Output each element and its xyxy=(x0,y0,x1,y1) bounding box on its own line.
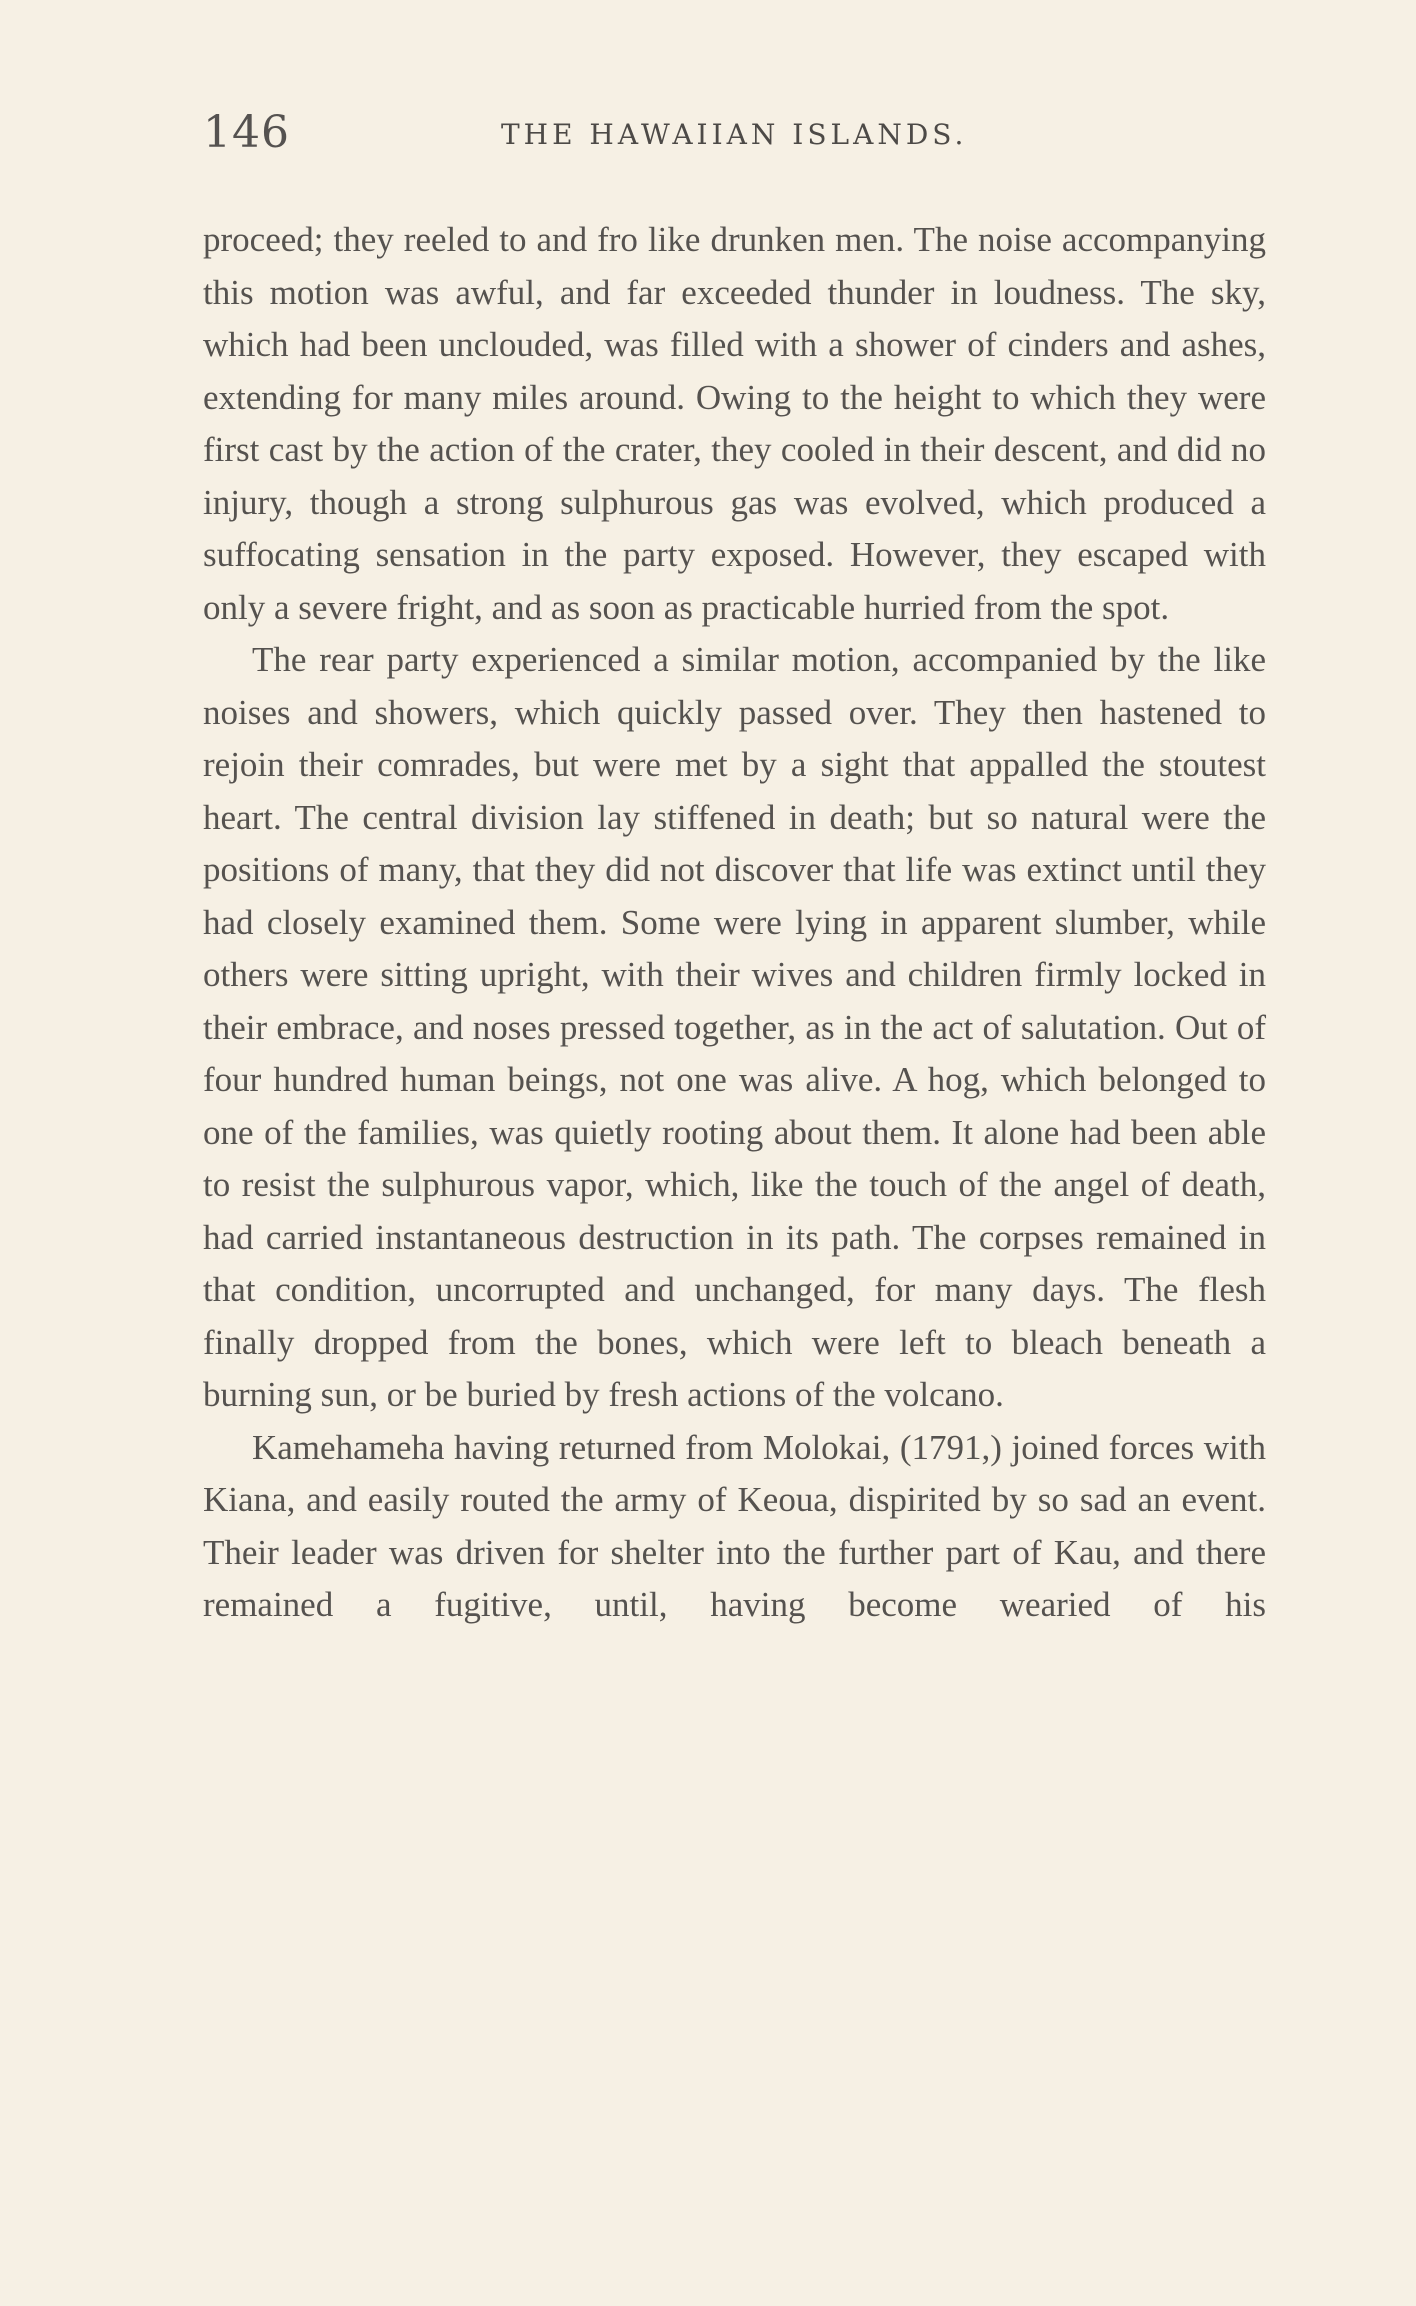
paragraph-2: The rear party experienced a similar motion, accompanied by the like noises and showers, which quickly passed over. They then hastened to rejoin their comrades, but were met by a sight that appalled the stoutest heart. The central division lay stiffened in death; but so natural were the positions of many, that they did not discover that life was extinct until they had closely examined them. Some were lying in apparent slumber, while others were sitting upright, with their wives and children firmly locked in their embrace, and noses pressed together, as in the act of salutation. Out of four hundred human beings, not one was alive. A hog, which belonged to one of the families, was quietly rooting about them. It alone had been able to resist the sulphurous vapor, which, like the touch of the angel of death, had carried instantaneous destruction in its path. The corpses remained in that condition, uncorrupted and unchanged, for many days. The flesh finally dropped from the bones, which were left to bleach beneath a burning sun, or be buried by fresh actions of the volcano. xyxy=(203,640,1266,1414)
running-head: THE HAWAIIAN ISLANDS. xyxy=(501,118,968,151)
paragraph-1: proceed; they reeled to and fro like drunken men. The noise accompanying this motion was awful, and far exceeded thunder in loudness. The sky, which had been unclouded, was filled with a shower of cinders and ashes, extending for many miles around. Owing to the height to which they were first cast by the action of the crater, they cooled in their descent, and did no injury, though a strong sulphurous gas was evolved, which produced a suffocating sensation in the party exposed. However, they escaped with only a severe fright, and as soon as practicable hurried from the spot. xyxy=(203,220,1266,627)
paragraph-3: Kamehameha having returned from Molokai, (1791,) joined forces with Kiana, and easily routed the army of Keoua, dispirited by so sad an event. Their leader was driven for shelter into the further part of Kau, and there remained a fugitive, until, having become wearied of his xyxy=(203,1427,1266,1624)
page-header xyxy=(203,104,1266,162)
page-number: 146 xyxy=(203,107,290,158)
body-text xyxy=(203,214,1266,1632)
